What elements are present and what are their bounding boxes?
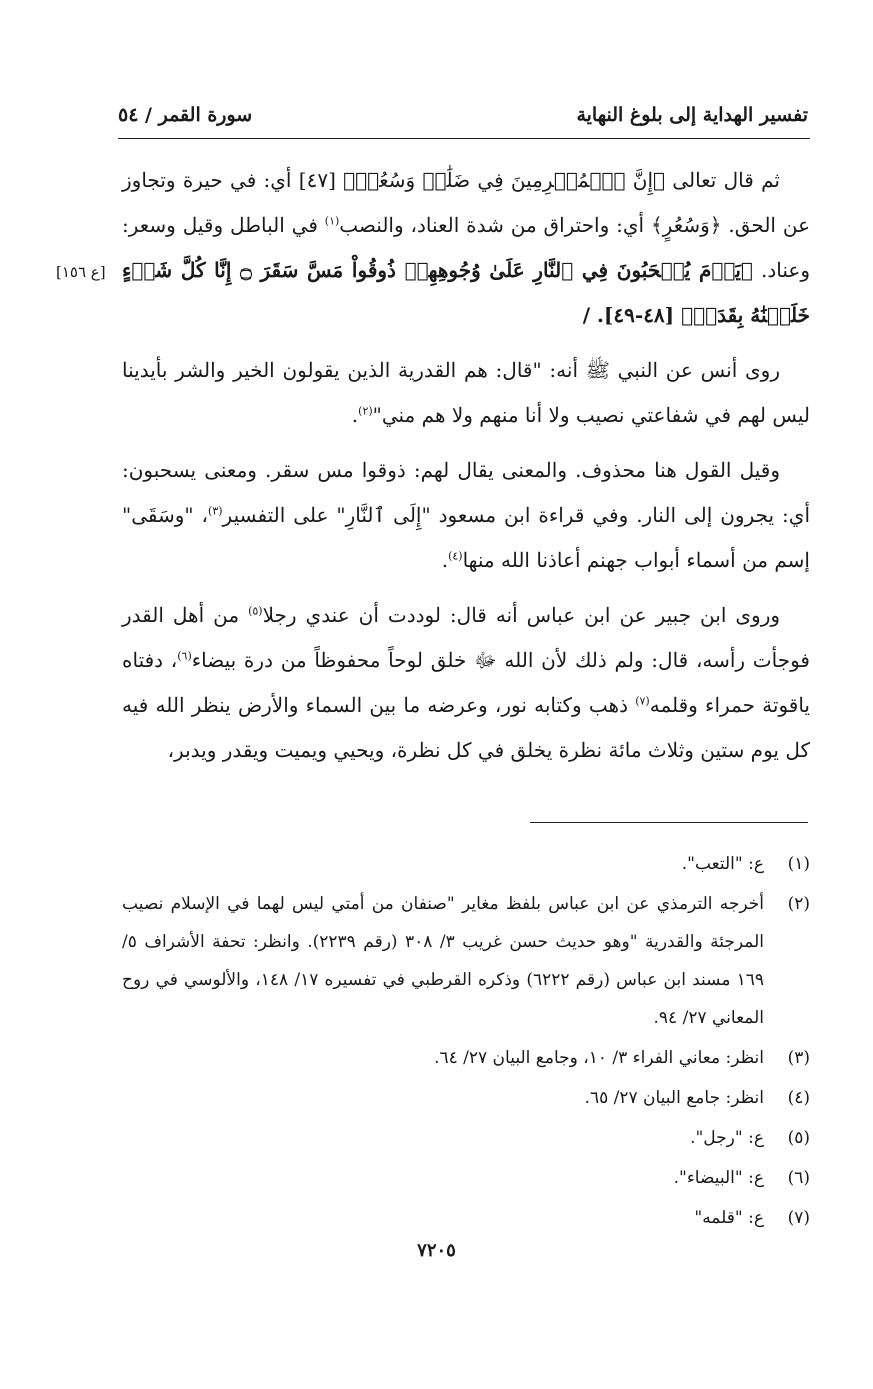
manuscript-margin-note: [ع ١٥٦] (56, 263, 106, 281)
paragraph-anas-hadith (122, 348, 810, 438)
footnote-item (122, 1079, 810, 1117)
paragraph-text: . (351, 403, 359, 427)
footnote-ref: (٣) (208, 504, 223, 518)
footnote-text: ع: "البيضاء". (673, 1168, 764, 1188)
book-title: تفسير الهداية إلى بلوغ النهاية (576, 104, 808, 126)
footnote-item (122, 1119, 810, 1157)
verse-47-gloss-end: في الباطل وقيل وسعر: وعناد. (122, 213, 810, 282)
footnote-item (122, 1199, 810, 1237)
footnote-ref: (٥) (248, 604, 263, 618)
footnote-number: (٧) (787, 1208, 810, 1228)
footnote-text: أخرجه الترمذي عن ابن عباس بلفظ مغاير "صنفان من أمتي ليس لهما في الإسلام نصيب المرجئة والقدرية "وهو حديث حسن غريب ٣/ ٣٠٨ (رقم ٢٢٣٩). وانظر: تحفة الأشراف ٥/ ١٦٩ مسند ابن عباس (رقم ٦٢٢٢) وذكره القرطبي في تفسيره ١٧/ ١٤٨، والألوسي في روح المعاني ٢٧/ ٩٤. (122, 894, 765, 1028)
paragraph-text: وقيل القول هنا محذوف. والمعنى يقال لهم: ذوقوا مس سقر. ومعنى يسحبون: أي: يجرون إلى النار. وفي قراءة ابن مسعود "إِلَى ٱلنَّارِ" على التفسير (122, 458, 811, 527)
paragraph-ibn-masud (122, 448, 810, 583)
paragraph-text: روى أنس عن النبي ﷺ أنه: "قال: هم القدرية الذين يقولون الخير والشر بأيدينا ليس لهم في شفاعتي نصيب ولا أنا منهم ولا هم مني" (122, 358, 810, 427)
footnote-text: ع: "التعب". (681, 854, 764, 874)
footnote-number: (٥) (787, 1128, 810, 1148)
footnote-divider (530, 822, 808, 823)
paragraph-text: من أهل القدر فوجأت رأسه، قال: ولم ذلك لأن الله ﷻ خلق لوحاً محفوظاً من درة بيضاء (122, 603, 810, 672)
paragraph-text: . (441, 548, 449, 572)
paragraph-text: وروى ابن جبير عن ابن عباس أنه قال: لوددت أن عندي رجلا (262, 603, 781, 627)
footnote-ref: (٢) (358, 404, 373, 418)
header-divider (118, 138, 810, 139)
footnote-number: (٦) (787, 1168, 810, 1188)
footnote-item (122, 1039, 810, 1077)
verse-48-49: ﴿يَوۡمَ يُسۡحَبُونَ فِي ٱلنَّارِ عَلَىٰ وُجُوهِهِمۡ ذُوقُواْ مَسَّ سَقَرَ ۝ إِنَّا كُلَّ شَيۡءٍ خَلَقۡنَٰهُ بِقَدَرٖ﴾ [٤٨-٤٩]. / (122, 258, 810, 327)
footnote-number: (٣) (787, 1048, 810, 1068)
running-header (118, 100, 808, 134)
main-text (122, 158, 810, 783)
paragraph-text: ، "وسَقَى" إسم من أسماء أبواب جهنم أعاذنا الله منها (122, 503, 810, 572)
footnote-text: ع: "رجل". (690, 1128, 764, 1148)
page-number: ٧٢٠٥ (417, 1240, 456, 1261)
footnote-text: انظر: معاني الفراء ٣/ ١٠، وجامع البيان ٢٧/ ٦٤. (434, 1048, 764, 1068)
paragraph-text: ، دفتاه ياقوتة حمراء وقلمه (122, 648, 811, 717)
footnote-text: انظر: جامع البيان ٢٧/ ٦٥. (584, 1088, 764, 1108)
footnote-number: (٤) (787, 1088, 810, 1108)
surah-page-label: سورة القمر / ٥٤ (118, 104, 253, 126)
paragraph-text: ذهب وكتابه نور، وعرضه ما بين السماء والأرض ينظر الله فيه كل يوم ستين وثلاث مائة نظرة يخلق في كل نظرة، ويحيي ويميت ويقدر ويدبر، (122, 693, 810, 762)
footnote-item (122, 885, 810, 1037)
footnote-number: (١) (787, 854, 810, 874)
footnote-text: ع: "قلمه" (694, 1208, 764, 1228)
footnote-ref: (١) (324, 214, 340, 228)
footnote-item (122, 1159, 810, 1197)
paragraph-verse-47 (122, 158, 810, 338)
verse-47-gloss: ﴿وَسُعُرٍ﴾ أي: واحتراق من شدة العناد، والنصب (339, 213, 722, 237)
footnote-item (122, 845, 810, 883)
footnotes (122, 845, 810, 1239)
footnote-ref: (٤) (448, 549, 463, 563)
footnote-number: (٢) (787, 894, 810, 914)
footnote-ref: (٦) (177, 649, 192, 663)
verse-47-line: ثم قال تعالى ﴿إِنَّ ٱلۡمُجۡرِمِينَ فِي ضَلَٰلٖ وَسُعُرٖ﴾ [٤٧] أي: في حيرة وتجاوز عن الحق. (122, 168, 810, 237)
paragraph-ibn-abbas (122, 593, 810, 773)
footnote-ref: (٧) (635, 694, 650, 708)
